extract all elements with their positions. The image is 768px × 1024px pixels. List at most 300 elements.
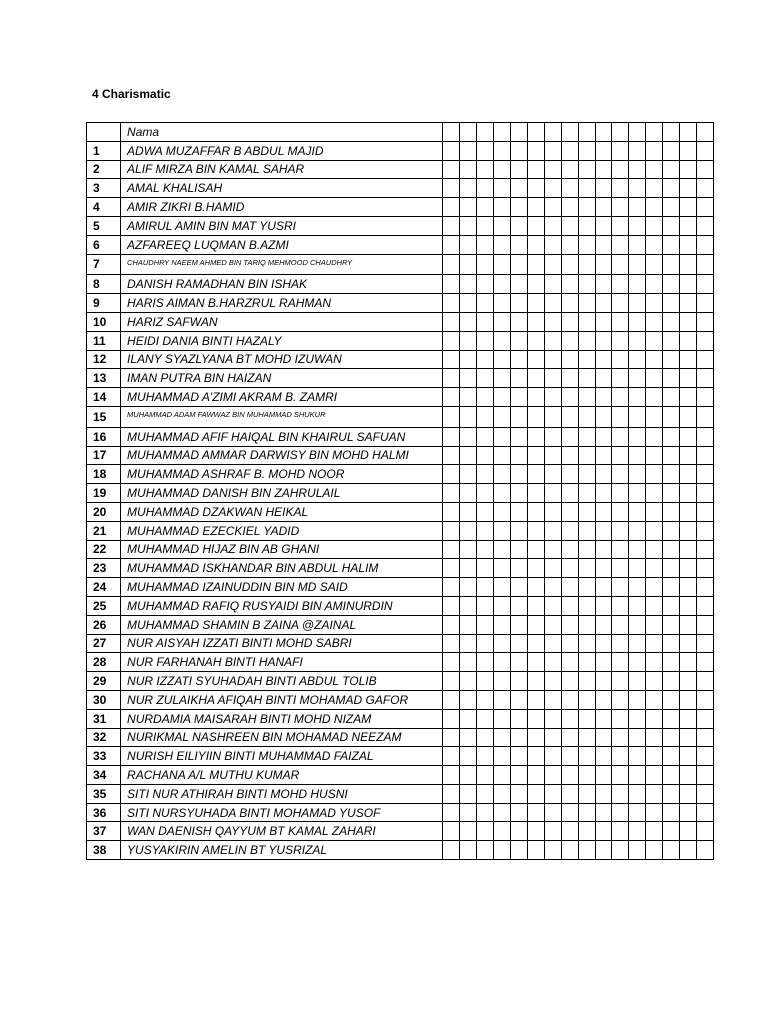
- attendance-cell[interactable]: [697, 728, 714, 747]
- attendance-cell[interactable]: [629, 653, 646, 672]
- attendance-cell[interactable]: [595, 331, 612, 350]
- attendance-cell[interactable]: [663, 369, 680, 388]
- attendance-cell[interactable]: [511, 784, 528, 803]
- attendance-cell[interactable]: [680, 690, 697, 709]
- attendance-cell[interactable]: [477, 596, 494, 615]
- attendance-cell[interactable]: [680, 312, 697, 331]
- attendance-cell[interactable]: [460, 141, 477, 160]
- attendance-cell[interactable]: [477, 803, 494, 822]
- attendance-cell[interactable]: [511, 406, 528, 427]
- attendance-cell[interactable]: [629, 822, 646, 841]
- attendance-cell[interactable]: [578, 747, 595, 766]
- attendance-cell[interactable]: [578, 502, 595, 521]
- attendance-cell[interactable]: [511, 369, 528, 388]
- attendance-cell[interactable]: [477, 784, 494, 803]
- attendance-cell[interactable]: [697, 803, 714, 822]
- attendance-cell[interactable]: [680, 141, 697, 160]
- attendance-cell[interactable]: [460, 615, 477, 634]
- attendance-cell[interactable]: [680, 446, 697, 465]
- attendance-cell[interactable]: [680, 709, 697, 728]
- attendance-cell[interactable]: [595, 369, 612, 388]
- attendance-cell[interactable]: [697, 709, 714, 728]
- attendance-cell[interactable]: [646, 294, 663, 313]
- attendance-cell[interactable]: [578, 275, 595, 294]
- attendance-cell[interactable]: [629, 803, 646, 822]
- attendance-cell[interactable]: [578, 615, 595, 634]
- attendance-cell[interactable]: [544, 465, 561, 484]
- attendance-cell[interactable]: [663, 198, 680, 217]
- attendance-cell[interactable]: [511, 141, 528, 160]
- attendance-cell[interactable]: [578, 198, 595, 217]
- attendance-cell[interactable]: [561, 427, 578, 446]
- attendance-cell[interactable]: [494, 216, 511, 235]
- attendance-cell[interactable]: [494, 427, 511, 446]
- attendance-cell[interactable]: [460, 822, 477, 841]
- attendance-cell[interactable]: [511, 198, 528, 217]
- attendance-cell[interactable]: [527, 254, 544, 275]
- attendance-cell[interactable]: [697, 559, 714, 578]
- attendance-cell[interactable]: [477, 406, 494, 427]
- attendance-cell[interactable]: [443, 540, 460, 559]
- attendance-cell[interactable]: [629, 294, 646, 313]
- attendance-cell[interactable]: [612, 446, 629, 465]
- attendance-cell[interactable]: [494, 141, 511, 160]
- attendance-cell[interactable]: [612, 728, 629, 747]
- attendance-cell[interactable]: [646, 275, 663, 294]
- attendance-cell[interactable]: [527, 540, 544, 559]
- attendance-cell[interactable]: [443, 446, 460, 465]
- attendance-cell[interactable]: [680, 596, 697, 615]
- attendance-cell[interactable]: [595, 179, 612, 198]
- attendance-cell[interactable]: [511, 179, 528, 198]
- attendance-cell[interactable]: [595, 388, 612, 407]
- attendance-cell[interactable]: [527, 406, 544, 427]
- attendance-cell[interactable]: [646, 578, 663, 597]
- attendance-cell[interactable]: [595, 728, 612, 747]
- attendance-cell[interactable]: [544, 653, 561, 672]
- attendance-cell[interactable]: [595, 596, 612, 615]
- attendance-cell[interactable]: [443, 484, 460, 503]
- attendance-cell[interactable]: [612, 427, 629, 446]
- attendance-cell[interactable]: [460, 766, 477, 785]
- attendance-cell[interactable]: [595, 502, 612, 521]
- attendance-cell[interactable]: [561, 822, 578, 841]
- attendance-cell[interactable]: [578, 312, 595, 331]
- attendance-cell[interactable]: [646, 179, 663, 198]
- attendance-cell[interactable]: [697, 198, 714, 217]
- attendance-cell[interactable]: [544, 350, 561, 369]
- attendance-cell[interactable]: [443, 578, 460, 597]
- attendance-cell[interactable]: [494, 540, 511, 559]
- attendance-cell[interactable]: [443, 709, 460, 728]
- attendance-cell[interactable]: [697, 312, 714, 331]
- attendance-cell[interactable]: [629, 198, 646, 217]
- attendance-cell[interactable]: [680, 502, 697, 521]
- attendance-cell[interactable]: [527, 446, 544, 465]
- attendance-cell[interactable]: [460, 502, 477, 521]
- attendance-cell[interactable]: [629, 406, 646, 427]
- attendance-cell[interactable]: [595, 235, 612, 254]
- attendance-cell[interactable]: [663, 822, 680, 841]
- attendance-cell[interactable]: [477, 369, 494, 388]
- attendance-cell[interactable]: [494, 312, 511, 331]
- attendance-cell[interactable]: [629, 747, 646, 766]
- attendance-cell[interactable]: [561, 521, 578, 540]
- attendance-cell[interactable]: [561, 141, 578, 160]
- attendance-cell[interactable]: [494, 331, 511, 350]
- attendance-cell[interactable]: [443, 141, 460, 160]
- attendance-cell[interactable]: [460, 484, 477, 503]
- attendance-cell[interactable]: [697, 540, 714, 559]
- attendance-cell[interactable]: [697, 179, 714, 198]
- attendance-cell[interactable]: [646, 369, 663, 388]
- attendance-cell[interactable]: [477, 521, 494, 540]
- attendance-cell[interactable]: [680, 540, 697, 559]
- attendance-cell[interactable]: [511, 465, 528, 484]
- attendance-cell[interactable]: [494, 803, 511, 822]
- attendance-cell[interactable]: [578, 446, 595, 465]
- attendance-cell[interactable]: [460, 312, 477, 331]
- attendance-cell[interactable]: [697, 615, 714, 634]
- attendance-cell[interactable]: [612, 784, 629, 803]
- attendance-cell[interactable]: [460, 578, 477, 597]
- attendance-cell[interactable]: [629, 596, 646, 615]
- attendance-cell[interactable]: [544, 502, 561, 521]
- attendance-cell[interactable]: [680, 672, 697, 691]
- attendance-cell[interactable]: [494, 596, 511, 615]
- attendance-cell[interactable]: [561, 484, 578, 503]
- attendance-cell[interactable]: [697, 294, 714, 313]
- attendance-cell[interactable]: [646, 521, 663, 540]
- attendance-cell[interactable]: [527, 634, 544, 653]
- attendance-cell[interactable]: [595, 406, 612, 427]
- attendance-cell[interactable]: [646, 465, 663, 484]
- attendance-cell[interactable]: [443, 615, 460, 634]
- attendance-cell[interactable]: [663, 427, 680, 446]
- attendance-cell[interactable]: [527, 141, 544, 160]
- attendance-cell[interactable]: [646, 803, 663, 822]
- attendance-cell[interactable]: [494, 160, 511, 179]
- attendance-cell[interactable]: [629, 634, 646, 653]
- attendance-cell[interactable]: [443, 388, 460, 407]
- attendance-cell[interactable]: [494, 559, 511, 578]
- attendance-cell[interactable]: [697, 216, 714, 235]
- attendance-cell[interactable]: [595, 141, 612, 160]
- attendance-cell[interactable]: [443, 728, 460, 747]
- attendance-cell[interactable]: [680, 254, 697, 275]
- attendance-cell[interactable]: [595, 446, 612, 465]
- attendance-cell[interactable]: [494, 766, 511, 785]
- attendance-cell[interactable]: [663, 615, 680, 634]
- attendance-cell[interactable]: [612, 841, 629, 860]
- attendance-cell[interactable]: [527, 728, 544, 747]
- attendance-cell[interactable]: [527, 822, 544, 841]
- attendance-cell[interactable]: [612, 160, 629, 179]
- attendance-cell[interactable]: [697, 254, 714, 275]
- attendance-cell[interactable]: [477, 275, 494, 294]
- attendance-cell[interactable]: [578, 388, 595, 407]
- attendance-cell[interactable]: [511, 521, 528, 540]
- attendance-cell[interactable]: [578, 578, 595, 597]
- attendance-cell[interactable]: [578, 465, 595, 484]
- attendance-cell[interactable]: [612, 216, 629, 235]
- attendance-cell[interactable]: [527, 275, 544, 294]
- attendance-cell[interactable]: [612, 672, 629, 691]
- attendance-cell[interactable]: [561, 803, 578, 822]
- attendance-cell[interactable]: [595, 803, 612, 822]
- attendance-cell[interactable]: [646, 406, 663, 427]
- attendance-cell[interactable]: [561, 841, 578, 860]
- attendance-cell[interactable]: [663, 747, 680, 766]
- attendance-cell[interactable]: [561, 465, 578, 484]
- attendance-cell[interactable]: [595, 784, 612, 803]
- attendance-cell[interactable]: [561, 294, 578, 313]
- attendance-cell[interactable]: [680, 841, 697, 860]
- attendance-cell[interactable]: [544, 596, 561, 615]
- attendance-cell[interactable]: [612, 179, 629, 198]
- attendance-cell[interactable]: [629, 160, 646, 179]
- attendance-cell[interactable]: [595, 709, 612, 728]
- attendance-cell[interactable]: [663, 521, 680, 540]
- attendance-cell[interactable]: [511, 803, 528, 822]
- attendance-cell[interactable]: [527, 578, 544, 597]
- attendance-cell[interactable]: [663, 312, 680, 331]
- attendance-cell[interactable]: [477, 312, 494, 331]
- attendance-cell[interactable]: [460, 709, 477, 728]
- attendance-cell[interactable]: [460, 803, 477, 822]
- attendance-cell[interactable]: [646, 747, 663, 766]
- attendance-cell[interactable]: [578, 141, 595, 160]
- attendance-cell[interactable]: [443, 198, 460, 217]
- attendance-cell[interactable]: [494, 728, 511, 747]
- attendance-cell[interactable]: [544, 634, 561, 653]
- attendance-cell[interactable]: [460, 559, 477, 578]
- attendance-cell[interactable]: [527, 784, 544, 803]
- attendance-cell[interactable]: [477, 160, 494, 179]
- attendance-cell[interactable]: [544, 784, 561, 803]
- attendance-cell[interactable]: [561, 690, 578, 709]
- attendance-cell[interactable]: [646, 388, 663, 407]
- attendance-cell[interactable]: [680, 427, 697, 446]
- attendance-cell[interactable]: [697, 350, 714, 369]
- attendance-cell[interactable]: [629, 502, 646, 521]
- attendance-cell[interactable]: [663, 690, 680, 709]
- attendance-cell[interactable]: [697, 388, 714, 407]
- attendance-cell[interactable]: [612, 766, 629, 785]
- attendance-cell[interactable]: [494, 294, 511, 313]
- attendance-cell[interactable]: [680, 369, 697, 388]
- attendance-cell[interactable]: [646, 254, 663, 275]
- attendance-cell[interactable]: [680, 634, 697, 653]
- attendance-cell[interactable]: [578, 841, 595, 860]
- attendance-cell[interactable]: [443, 294, 460, 313]
- attendance-cell[interactable]: [443, 672, 460, 691]
- attendance-cell[interactable]: [697, 841, 714, 860]
- attendance-cell[interactable]: [578, 540, 595, 559]
- attendance-cell[interactable]: [646, 690, 663, 709]
- attendance-cell[interactable]: [663, 406, 680, 427]
- attendance-cell[interactable]: [663, 216, 680, 235]
- attendance-cell[interactable]: [680, 559, 697, 578]
- attendance-cell[interactable]: [629, 766, 646, 785]
- attendance-cell[interactable]: [578, 369, 595, 388]
- attendance-cell[interactable]: [511, 446, 528, 465]
- attendance-cell[interactable]: [443, 235, 460, 254]
- attendance-cell[interactable]: [612, 540, 629, 559]
- attendance-cell[interactable]: [527, 803, 544, 822]
- attendance-cell[interactable]: [663, 294, 680, 313]
- attendance-cell[interactable]: [511, 294, 528, 313]
- attendance-cell[interactable]: [477, 427, 494, 446]
- attendance-cell[interactable]: [663, 235, 680, 254]
- attendance-cell[interactable]: [477, 254, 494, 275]
- attendance-cell[interactable]: [561, 235, 578, 254]
- attendance-cell[interactable]: [443, 179, 460, 198]
- attendance-cell[interactable]: [612, 578, 629, 597]
- attendance-cell[interactable]: [697, 822, 714, 841]
- attendance-cell[interactable]: [511, 427, 528, 446]
- attendance-cell[interactable]: [443, 427, 460, 446]
- attendance-cell[interactable]: [595, 822, 612, 841]
- attendance-cell[interactable]: [477, 179, 494, 198]
- attendance-cell[interactable]: [477, 672, 494, 691]
- attendance-cell[interactable]: [544, 141, 561, 160]
- attendance-cell[interactable]: [646, 216, 663, 235]
- attendance-cell[interactable]: [477, 766, 494, 785]
- attendance-cell[interactable]: [477, 841, 494, 860]
- attendance-cell[interactable]: [680, 822, 697, 841]
- attendance-cell[interactable]: [561, 216, 578, 235]
- attendance-cell[interactable]: [629, 179, 646, 198]
- attendance-cell[interactable]: [561, 596, 578, 615]
- attendance-cell[interactable]: [680, 294, 697, 313]
- attendance-cell[interactable]: [544, 235, 561, 254]
- attendance-cell[interactable]: [544, 198, 561, 217]
- attendance-cell[interactable]: [494, 484, 511, 503]
- attendance-cell[interactable]: [477, 465, 494, 484]
- attendance-cell[interactable]: [612, 484, 629, 503]
- attendance-cell[interactable]: [595, 521, 612, 540]
- attendance-cell[interactable]: [494, 653, 511, 672]
- attendance-cell[interactable]: [612, 350, 629, 369]
- attendance-cell[interactable]: [595, 160, 612, 179]
- attendance-cell[interactable]: [443, 502, 460, 521]
- attendance-cell[interactable]: [578, 634, 595, 653]
- attendance-cell[interactable]: [494, 254, 511, 275]
- attendance-cell[interactable]: [511, 559, 528, 578]
- attendance-cell[interactable]: [697, 275, 714, 294]
- attendance-cell[interactable]: [460, 198, 477, 217]
- attendance-cell[interactable]: [646, 634, 663, 653]
- attendance-cell[interactable]: [680, 216, 697, 235]
- attendance-cell[interactable]: [680, 275, 697, 294]
- attendance-cell[interactable]: [544, 803, 561, 822]
- attendance-cell[interactable]: [494, 634, 511, 653]
- attendance-cell[interactable]: [663, 672, 680, 691]
- attendance-cell[interactable]: [443, 596, 460, 615]
- attendance-cell[interactable]: [460, 653, 477, 672]
- attendance-cell[interactable]: [527, 596, 544, 615]
- attendance-cell[interactable]: [460, 235, 477, 254]
- attendance-cell[interactable]: [460, 465, 477, 484]
- attendance-cell[interactable]: [612, 559, 629, 578]
- attendance-cell[interactable]: [527, 369, 544, 388]
- attendance-cell[interactable]: [544, 388, 561, 407]
- attendance-cell[interactable]: [443, 634, 460, 653]
- attendance-cell[interactable]: [511, 331, 528, 350]
- attendance-cell[interactable]: [527, 766, 544, 785]
- attendance-cell[interactable]: [477, 141, 494, 160]
- attendance-cell[interactable]: [494, 406, 511, 427]
- attendance-cell[interactable]: [629, 427, 646, 446]
- attendance-cell[interactable]: [612, 822, 629, 841]
- attendance-cell[interactable]: [612, 312, 629, 331]
- attendance-cell[interactable]: [629, 728, 646, 747]
- attendance-cell[interactable]: [443, 369, 460, 388]
- attendance-cell[interactable]: [443, 275, 460, 294]
- attendance-cell[interactable]: [578, 690, 595, 709]
- attendance-cell[interactable]: [544, 331, 561, 350]
- attendance-cell[interactable]: [477, 502, 494, 521]
- attendance-cell[interactable]: [511, 235, 528, 254]
- attendance-cell[interactable]: [544, 540, 561, 559]
- attendance-cell[interactable]: [443, 803, 460, 822]
- attendance-cell[interactable]: [595, 350, 612, 369]
- attendance-cell[interactable]: [663, 141, 680, 160]
- attendance-cell[interactable]: [595, 578, 612, 597]
- attendance-cell[interactable]: [697, 446, 714, 465]
- attendance-cell[interactable]: [544, 672, 561, 691]
- attendance-cell[interactable]: [460, 179, 477, 198]
- attendance-cell[interactable]: [663, 254, 680, 275]
- attendance-cell[interactable]: [460, 427, 477, 446]
- attendance-cell[interactable]: [494, 784, 511, 803]
- attendance-cell[interactable]: [527, 235, 544, 254]
- attendance-cell[interactable]: [443, 216, 460, 235]
- attendance-cell[interactable]: [680, 350, 697, 369]
- attendance-cell[interactable]: [494, 388, 511, 407]
- attendance-cell[interactable]: [544, 294, 561, 313]
- attendance-cell[interactable]: [527, 331, 544, 350]
- attendance-cell[interactable]: [595, 484, 612, 503]
- attendance-cell[interactable]: [663, 465, 680, 484]
- attendance-cell[interactable]: [646, 427, 663, 446]
- attendance-cell[interactable]: [443, 465, 460, 484]
- attendance-cell[interactable]: [578, 559, 595, 578]
- attendance-cell[interactable]: [629, 540, 646, 559]
- attendance-cell[interactable]: [544, 690, 561, 709]
- attendance-cell[interactable]: [561, 179, 578, 198]
- attendance-cell[interactable]: [646, 784, 663, 803]
- attendance-cell[interactable]: [697, 427, 714, 446]
- attendance-cell[interactable]: [629, 784, 646, 803]
- attendance-cell[interactable]: [511, 484, 528, 503]
- attendance-cell[interactable]: [544, 559, 561, 578]
- attendance-cell[interactable]: [544, 406, 561, 427]
- attendance-cell[interactable]: [561, 672, 578, 691]
- attendance-cell[interactable]: [511, 254, 528, 275]
- attendance-cell[interactable]: [663, 803, 680, 822]
- attendance-cell[interactable]: [663, 766, 680, 785]
- attendance-cell[interactable]: [595, 312, 612, 331]
- attendance-cell[interactable]: [544, 766, 561, 785]
- attendance-cell[interactable]: [460, 728, 477, 747]
- attendance-cell[interactable]: [612, 803, 629, 822]
- attendance-cell[interactable]: [578, 350, 595, 369]
- attendance-cell[interactable]: [511, 540, 528, 559]
- attendance-cell[interactable]: [646, 198, 663, 217]
- attendance-cell[interactable]: [663, 502, 680, 521]
